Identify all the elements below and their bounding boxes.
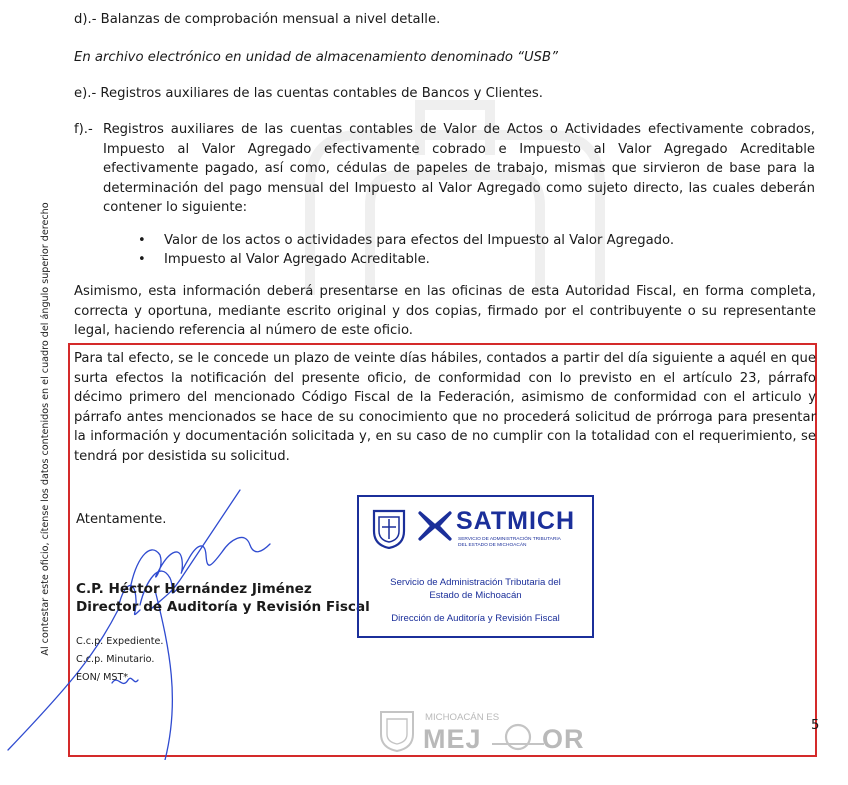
- watermark-crest-icon: [378, 708, 416, 752]
- stamp-brand: SATMICH: [456, 507, 576, 535]
- watermark-big-end: OR: [542, 724, 585, 754]
- usb-heading: En archivo electrónico en unidad de almacenamiento denominado “USB”: [74, 50, 558, 65]
- coat-of-arms-icon: [371, 507, 407, 549]
- stamp-line-3: Dirección de Auditoría y Revisión Fiscal: [391, 613, 560, 624]
- watermark-big: MEJ: [423, 724, 482, 754]
- stamp-line-1: Servicio de Administración Tributaria del: [390, 577, 561, 588]
- plazo-paragraph: Para tal efecto, se le concede un plazo de veinte días hábiles, contados a partir del día siguiente a aquél en que surta efectos la notificación del presente oficio, de conformidad con lo previsto en el artículo 23, párrafo décimo primero del mencionado Código Fiscal de la Federación, asimismo de conformidad con el articulo y párrafo antes mencionados se hace de su conocimiento que no procederá solicitud de prórroga para presentar la información y documentación solicitada y, en su caso de no cumplir con la totalidad con el requerimiento, se tendrá por desistida su solicitud.: [74, 351, 816, 464]
- list-item: • Impuesto al Valor Agregado Acreditable.: [164, 250, 764, 269]
- satmich-logo-icon: [416, 509, 454, 543]
- item-f-label: f).-: [74, 122, 93, 137]
- ccp-expediente: C.c.p. Expediente.: [76, 636, 164, 647]
- item-d: d).- Balanzas de comprobación mensual a nivel detalle.: [74, 12, 441, 27]
- list-item: • Valor de los actos o actividades para efectos del Impuesto al Valor Agregado.: [164, 231, 764, 250]
- asimismo-paragraph: Asimismo, esta información deberá presentarse en las oficinas de esta Autoridad Fiscal, en forma completa, correcta y oportuna, mediante escrito original y dos copias, firmado por el contribuyente o su representante legal, haciendo referencia al número de este oficio.: [74, 284, 816, 339]
- signer-title: Director de Auditoría y Revisión Fiscal: [76, 599, 370, 615]
- requirements-list: [164, 231, 764, 269]
- stamp-brand-sub: SERVICIO DE ADMINISTRACIÓN TRIBUTARIA DEL ESTADO DE MICHOACÁN: [458, 537, 561, 548]
- item-e: e).- Registros auxiliares de las cuentas contables de Bancos y Clientes.: [74, 86, 543, 101]
- initials: EON/ MST*: [76, 672, 129, 683]
- watermark-o-icon: [490, 720, 546, 754]
- item-f-text: Registros auxiliares de las cuentas contables de Valor de Actos o Actividades efectivamente cobrados, Impuesto al Valor Agregado efectivamente cobrado e Impuesto al Valor Agregado Acreditable efectivamente pagado, así como, cédulas de papeles de trabajo, mismas que sirvieron de base para la determinación del pago mensual del Impuesto al Valor Agregado como sujeto directo, las cuales deberán contener lo siguiente:: [103, 122, 815, 216]
- page-number: 5: [811, 718, 820, 733]
- stamp-line-2: Estado de Michoacán: [429, 590, 522, 601]
- closing: Atentamente.: [76, 512, 167, 527]
- signer-name: C.P. Héctor Hernández Jiménez: [76, 581, 312, 597]
- ccp-minutario: C.c.p. Minutario.: [76, 654, 155, 665]
- watermark-small: MICHOACÁN ES: [425, 712, 500, 723]
- margin-note: Al contestar este oficio, cítense los datos contenidos en el cuadro del ángulo superior derecho: [40, 202, 51, 656]
- official-stamp: [357, 495, 594, 638]
